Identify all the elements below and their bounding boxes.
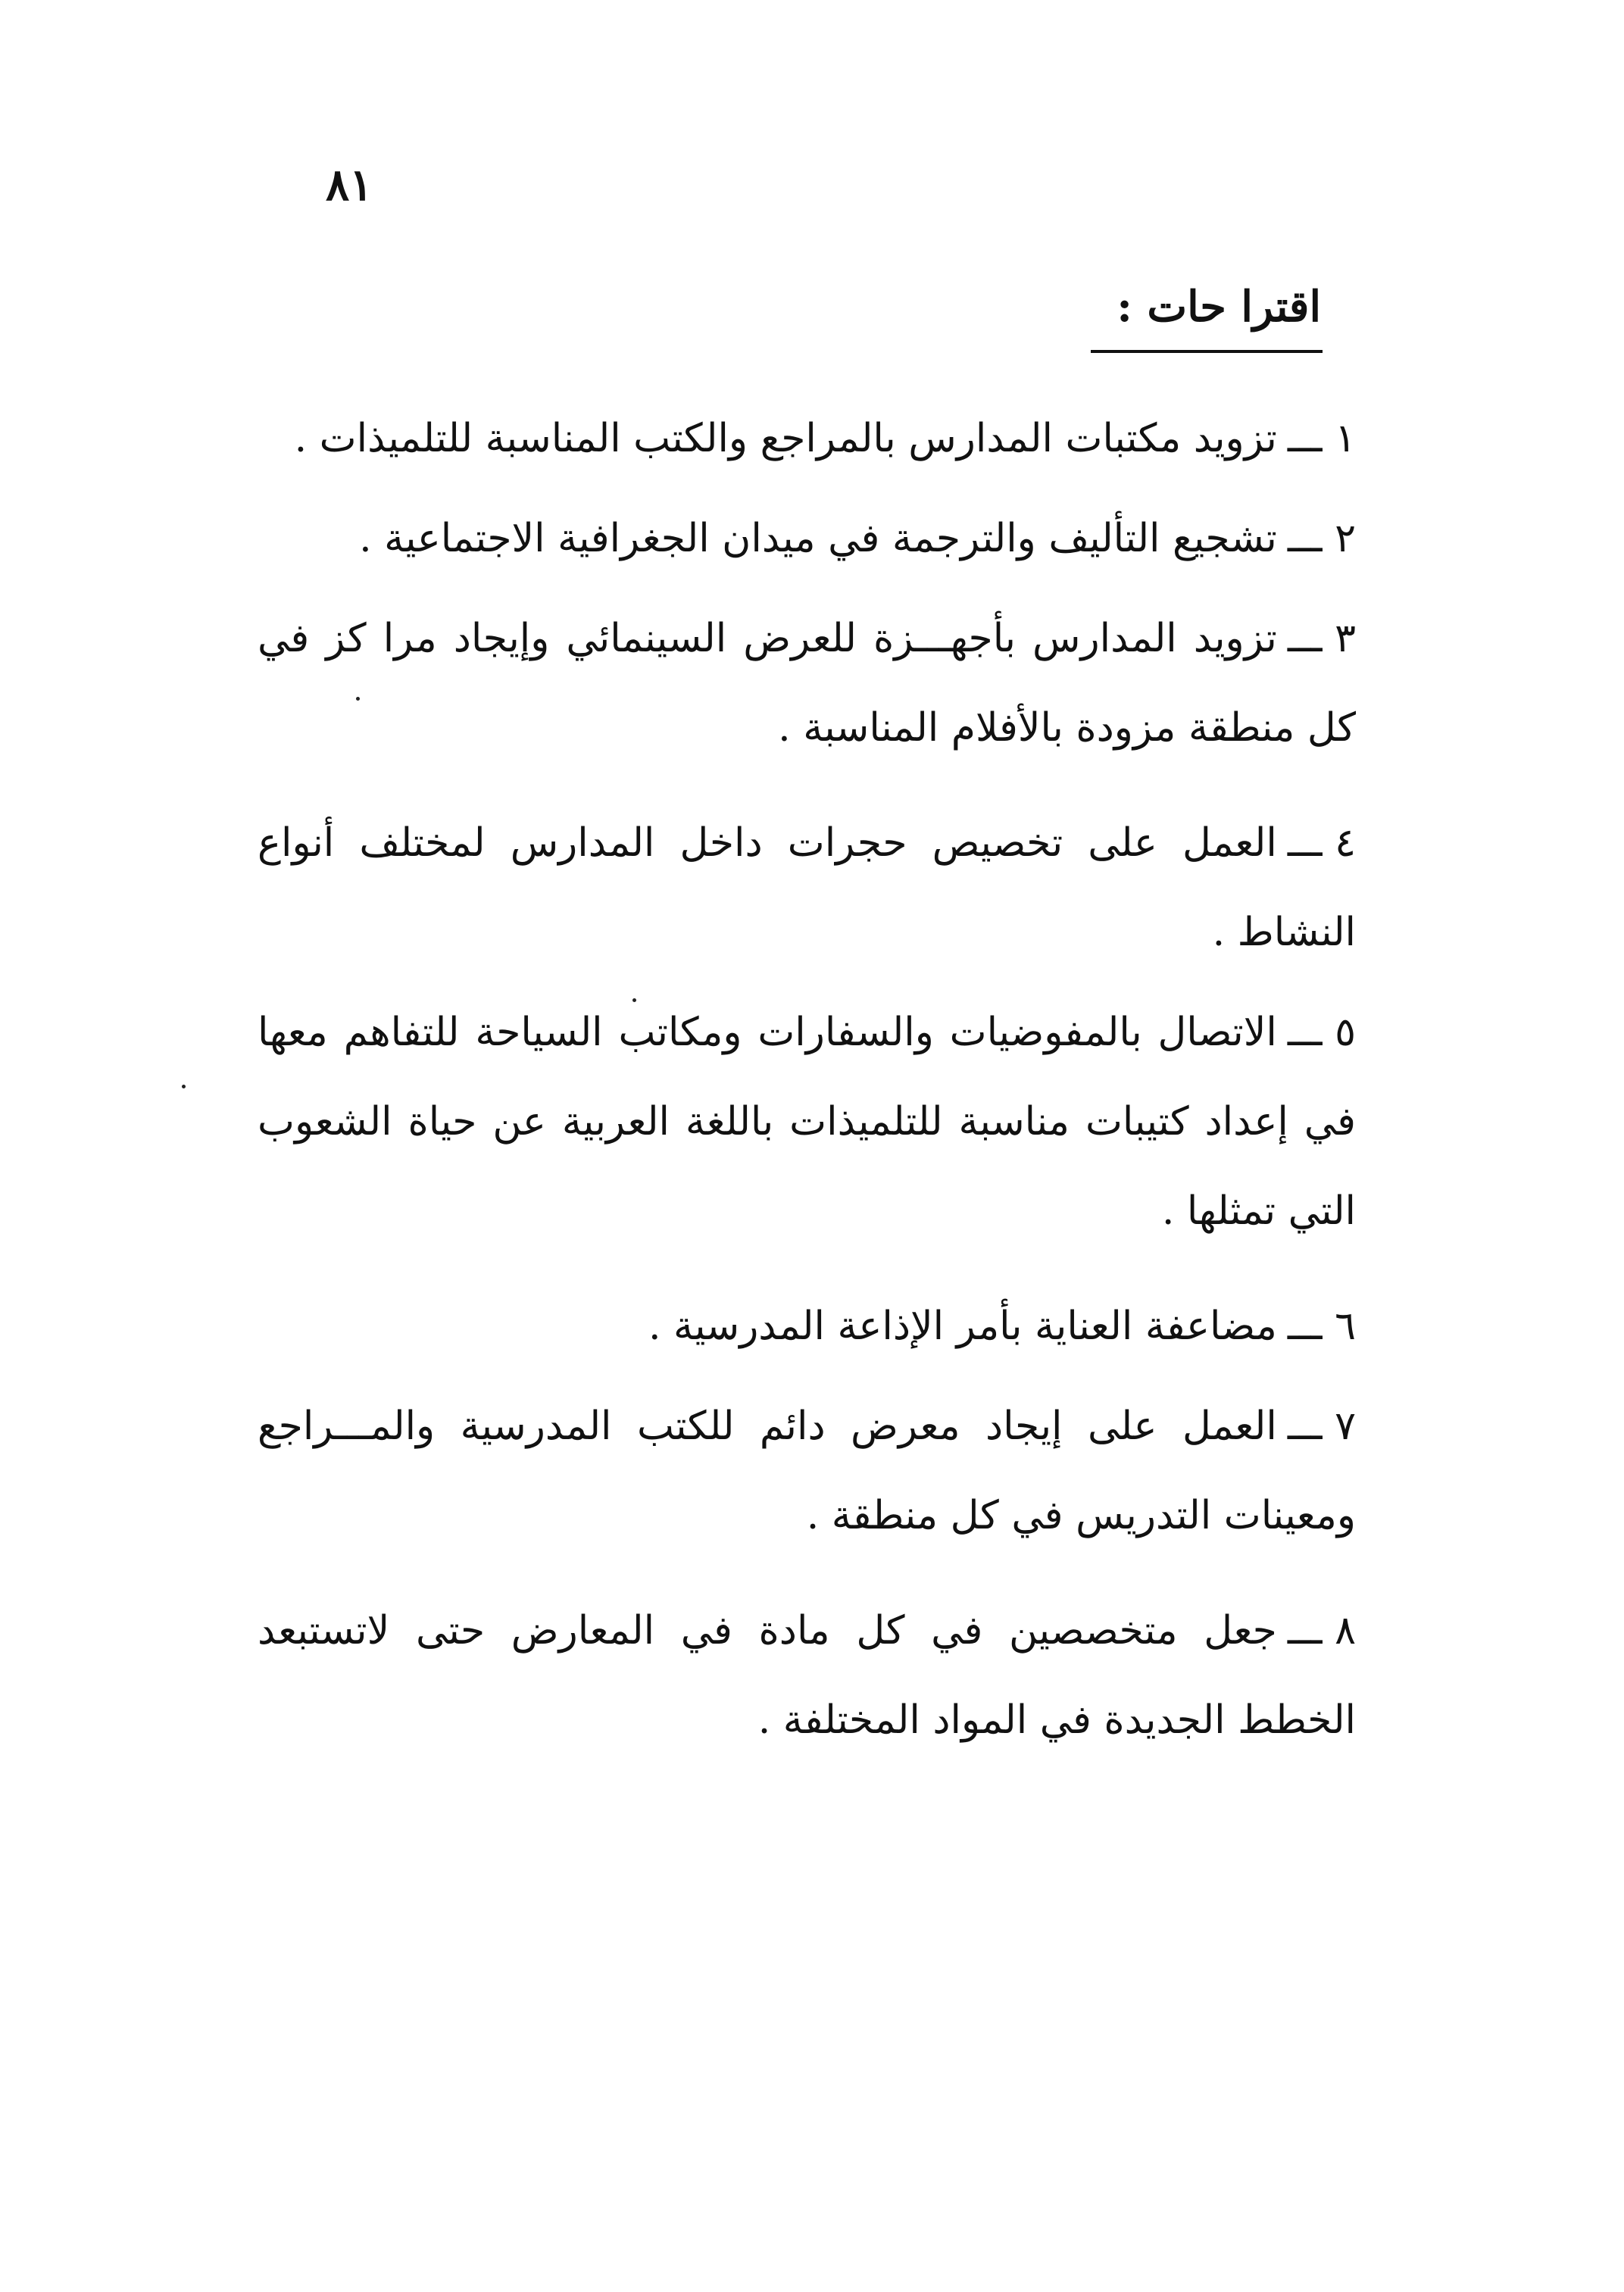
list-item [258,1382,1356,1560]
item-number: ٧ ـــ [1287,1404,1356,1449]
list-item [258,798,1356,977]
scan-speck [632,998,636,1002]
item-text: جعل متخصصين في كل مادة في المعارض حتى لاتستبعد الخطط الجديدة في المواد المختلفة . [258,1608,1356,1743]
scan-speck [356,697,360,701]
item-number: ٢ ـــ [1287,516,1356,561]
item-text: تشجيع التأليف والترجمة في ميدان الجغرافية الاجتماعية . [359,516,1277,561]
list-item [258,988,1356,1256]
item-text: العمل على تخصيص حجرات داخل المدارس لمختلف أنواع النشاط . [258,820,1356,955]
heading-underline [1091,350,1323,353]
item-number: ٣ ـــ [1287,616,1356,661]
item-number: ١ ـــ [1287,416,1356,461]
list-item [258,494,1356,583]
page-number: ٨١ [326,159,373,211]
list-item [258,1282,1356,1371]
item-number: ٥ ـــ [1287,1010,1356,1055]
list-item [258,394,1356,483]
item-text: العمل على إيجاد معرض دائم للكتب المدرسية والمـــراجع ومعينات التدريس في كل منطقة . [258,1404,1356,1538]
suggestions-list [258,394,1356,1791]
item-text: مضاعفة العناية بأمر الإذاعة المدرسية . [648,1304,1277,1349]
list-item [258,1586,1356,1765]
item-text: تزويد مكتبات المدارس بالمراجع والكتب المناسبة للتلميذات . [294,416,1277,461]
scan-speck [182,1085,186,1088]
item-text: تزويد المدارس بأجهـــزة للعرض السينمائي وإيجاد مرا كز في كل منطقة مزودة بالأفلام المناسبة . [258,616,1356,751]
item-text: الاتصال بالمفوضيات والسفارات ومكاتب السياحة للتفاهم معها في إعداد كتيبات مناسبة للتلميذات باللغة العربية عن حياة الشعوب التي تمثلها . [258,1010,1356,1234]
item-number: ٦ ـــ [1287,1304,1356,1349]
section-heading: اقترا حات : [1116,282,1321,332]
item-number: ٨ ـــ [1287,1608,1356,1653]
item-number: ٤ ـــ [1287,820,1356,866]
list-item [258,594,1356,773]
